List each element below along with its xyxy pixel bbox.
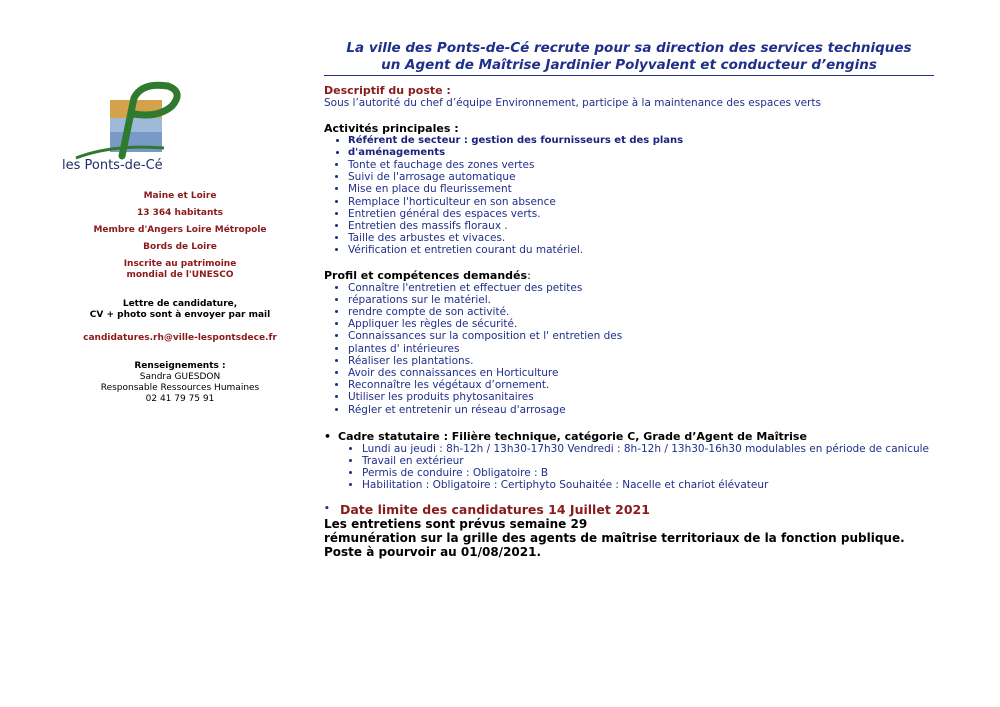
posting-title [324, 40, 934, 76]
cadre-heading: • Cadre statutaire : Filière technique, catégorie C, Grade d’Agent de Maîtrise [324, 430, 934, 443]
cadre-item: • Habilitation : Obligatoire : Certiphyto Souhaitée : Nacelle et chariot élévateur [362, 479, 934, 491]
application-email-link[interactable]: candidatures.rh@ville-lespontsdece.fr [83, 333, 277, 343]
job-posting [324, 40, 934, 559]
contact-role: Responsable Ressources Humaines [100, 383, 260, 393]
cadre-item: • Lundi au jeudi : 8h-12h / 13h30-17h30 Vendredi : 8h-12h / 13h30-16h30 modulables en période de canicule [362, 443, 934, 455]
activite-item: • Entretien des massifs floraux . [348, 220, 934, 232]
activite-item: • Référent de secteur : gestion des fournisseurs et des plans [348, 135, 934, 147]
contact-phone: 02 41 79 75 91 [145, 394, 215, 404]
profil-item: • Appliquer les règles de sécurité. [348, 318, 934, 330]
city-logo-text: les Ponts-de-Cé [62, 158, 163, 173]
descriptif-text: Sous l’autorité du chef d’équipe Environnement, participe à la maintenance des espaces verts [324, 97, 821, 109]
activite-item: • Taille des arbustes et vivaces. [348, 232, 934, 244]
profil-item: • Réaliser les plantations. [348, 355, 934, 367]
activite-item: • Entretien général des espaces verts. [348, 208, 934, 220]
activite-item: • Tonte et fauchage des zones vertes [348, 159, 934, 171]
contact-name: Sandra GUESDON [139, 372, 221, 382]
info-title: Renseignements : [134, 361, 226, 371]
city-logo [60, 78, 300, 183]
population-line: 13 364 habitants [136, 208, 224, 218]
unesco-line-2: mondial de l'UNESCO [126, 270, 234, 280]
entretiens-text: Les entretiens sont prévus semaine 29 [324, 516, 588, 531]
profil-item: • plantes d' intérieures [348, 343, 934, 355]
cadre-list [324, 443, 934, 492]
remuneration-text: rémunération sur la grille des agents de maîtrise territoriaux de la fonction publique. Poste à pourvoir au 01/08/2021. [324, 530, 905, 559]
metropole-line: Membre d'Angers Loire Métropole [93, 225, 267, 235]
profil-heading [324, 269, 934, 282]
activites-list [324, 135, 934, 257]
loire-line: Bords de Loire [143, 242, 217, 252]
cadre-item: • Travail en extérieur [362, 455, 934, 467]
profil-item: • Connaître l'entretien et effectuer des petites [348, 282, 934, 294]
county-line: Maine et Loire [143, 191, 217, 201]
application-line-1: Lettre de candidature, [122, 299, 238, 309]
profil-item: • Avoir des connaissances en Horticulture [348, 367, 934, 379]
title-line-1: La ville des Ponts-de-Cé recrute pour sa direction des services techniques [346, 40, 912, 56]
profil-item: • Reconnaître les végétaux d’ornement. [348, 379, 934, 391]
profil-heading-colon: : [527, 268, 531, 282]
descriptif-heading: Descriptif du poste : [324, 84, 451, 97]
date-limite: • Date limite des candidatures 14 Juillet 2021 [324, 502, 934, 517]
profil-item: • Connaissances sur la composition et l' entretien des [348, 330, 934, 342]
activites-heading: Activités principales : [324, 121, 459, 135]
profil-item: • rendre compte de son activité. [348, 306, 934, 318]
cadre-section [324, 430, 934, 492]
application-line-2: CV + photo sont à envoyer par mail [89, 310, 271, 320]
profil-item: • Utiliser les produits phytosanitaires [348, 391, 934, 403]
activite-item: • Vérification et entretien courant du matériel. [348, 244, 934, 256]
profil-heading-text: Profil et compétences demandés [324, 268, 528, 282]
profil-item: • réparations sur le matériel. [348, 294, 934, 306]
sidebar [60, 78, 300, 405]
unesco-line-1: Inscrite au patrimoine [123, 259, 237, 269]
city-logo-icon [72, 78, 192, 160]
activite-item: • Mise en place du fleurissement [348, 183, 934, 195]
profil-list [324, 282, 934, 416]
title-line-2: un Agent de Maîtrise Jardinier Polyvalent et conducteur d’engins [381, 57, 877, 73]
activite-item: • d'aménagements [348, 147, 934, 159]
activite-item: • Remplace l'horticulteur en son absence [348, 196, 934, 208]
activite-item: • Suivi de l'arrosage automatique [348, 171, 934, 183]
profil-item: • Régler et entretenir un réseau d'arrosage [348, 404, 934, 416]
cadre-item: • Permis de conduire : Obligatoire : B [362, 467, 934, 479]
